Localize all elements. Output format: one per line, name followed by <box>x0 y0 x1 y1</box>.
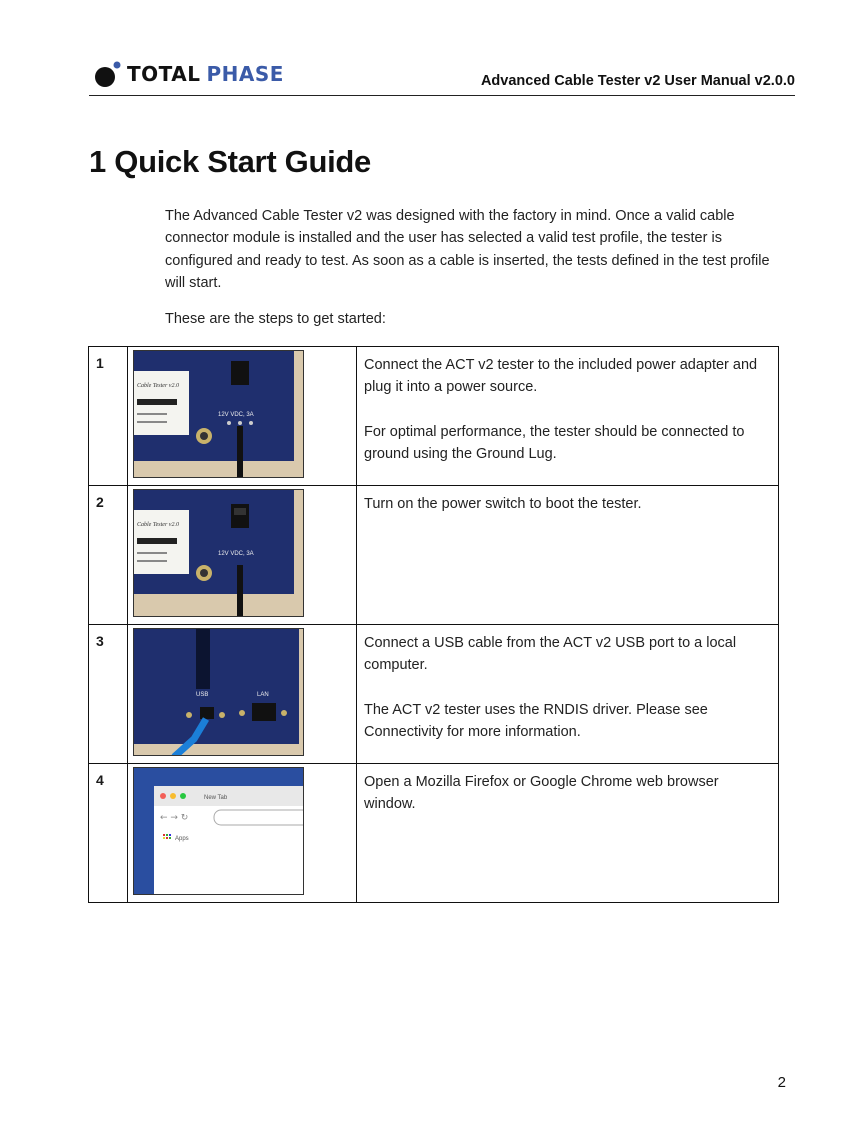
step-note: The ACT v2 tester uses the RNDIS driver. Please see Connectivity for more information. <box>364 701 708 740</box>
step-number: 3 <box>89 625 128 764</box>
step-number: 1 <box>89 347 128 486</box>
table-row <box>89 347 779 486</box>
svg-text:LAN: LAN <box>257 692 269 698</box>
table-row <box>89 625 779 764</box>
intro-paragraph: The Advanced Cable Tester v2 was designed with the factory in mind. Once a valid cable connector module is installed and the user has selected a valid test profile, the tester is configured and ready to test. As soon as a cable is inserted, the tests defined in the test profile will start. <box>165 208 770 291</box>
steps-table <box>88 346 779 903</box>
svg-text:New Tab: New Tab <box>204 795 228 801</box>
total-phase-logo <box>93 58 284 90</box>
svg-text:Cable Tester v2.0: Cable Tester v2.0 <box>137 383 179 389</box>
page-number: 2 <box>777 1074 786 1091</box>
page-header <box>89 58 795 96</box>
step-text: Connect the ACT v2 tester to the included power adapter and plug it into a power source. <box>364 357 758 396</box>
step-description <box>357 486 779 625</box>
step-image-cell <box>128 347 357 486</box>
step-text: Connect a USB cable from the ACT v2 USB port to a local computer. <box>364 635 737 674</box>
svg-text:Cable Tester v2.0: Cable Tester v2.0 <box>137 522 179 528</box>
step-description <box>357 625 779 764</box>
document-title: Advanced Cable Tester v2 User Manual v2.0.0 <box>480 73 795 89</box>
step-note: For optimal performance, the tester should be connected to ground using the Ground Lug. <box>364 423 745 462</box>
tester-usb-photo <box>133 628 304 756</box>
step-text: Turn on the power switch to boot the tester. <box>364 496 642 512</box>
step-text: Open a Mozilla Firefox or Google Chrome web browser window. <box>364 774 719 813</box>
step-number: 4 <box>89 764 128 903</box>
section-heading: 1 Quick Start Guide <box>89 144 371 179</box>
step-number: 2 <box>89 486 128 625</box>
svg-text:Apps: Apps <box>175 836 189 842</box>
step-image-cell <box>128 764 357 903</box>
step-image-cell <box>128 486 357 625</box>
steps-lead-text: These are the steps to get started: <box>165 311 386 327</box>
logo-word-phase: PHASE <box>206 62 284 86</box>
table-row <box>89 764 779 903</box>
browser-window-screenshot <box>133 767 304 895</box>
svg-text:12V VDC, 3A: 12V VDC, 3A <box>218 551 254 557</box>
svg-text:12V VDC, 3A: 12V VDC, 3A <box>218 412 254 418</box>
logo-mark-icon <box>93 59 123 89</box>
tester-power-photo <box>133 350 304 478</box>
step-image-cell <box>128 625 357 764</box>
step-description <box>357 764 779 903</box>
logo-word-total: TOTAL <box>127 62 201 86</box>
svg-text:← → ↻: ← → ↻ <box>160 813 189 823</box>
tester-switch-photo <box>133 489 304 617</box>
svg-text:USB: USB <box>196 692 209 698</box>
step-description <box>357 347 779 486</box>
table-row <box>89 486 779 625</box>
